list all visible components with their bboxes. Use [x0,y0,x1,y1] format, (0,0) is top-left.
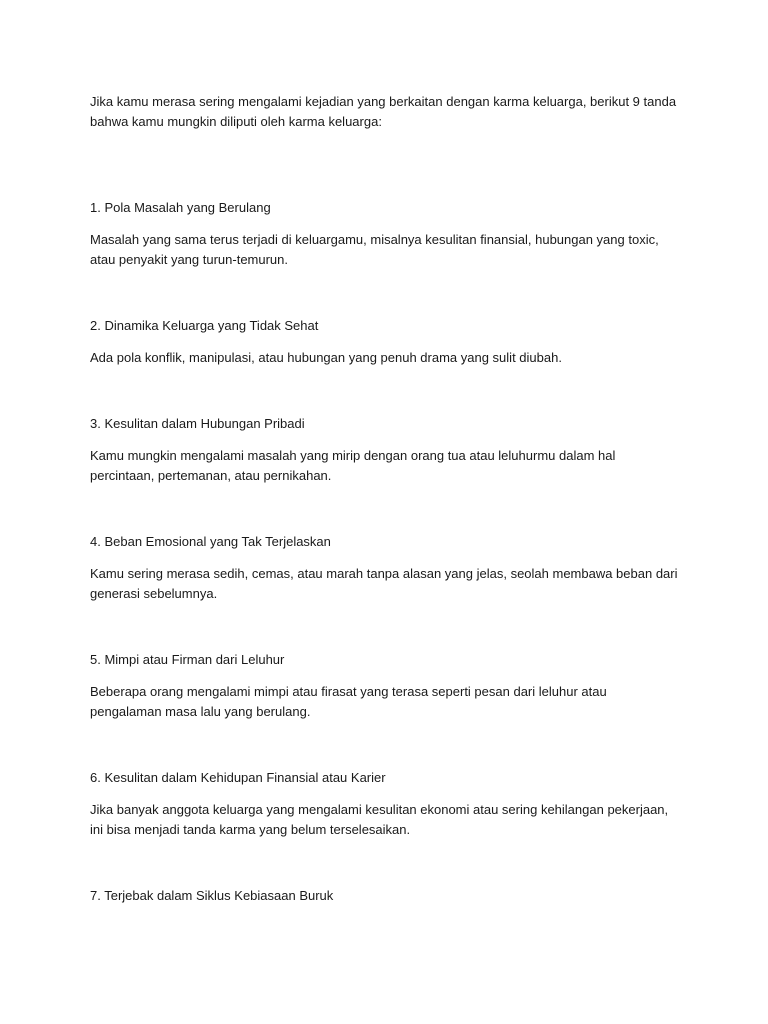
section-7 [90,886,680,906]
section-heading: 3. Kesulitan dalam Hubungan Pribadi [90,416,305,431]
section-body: Jika banyak anggota keluarga yang mengalami kesulitan ekonomi atau sering kehilangan pekerjaan, ini bisa menjadi tanda karma yang belum terselesaikan. [90,802,669,837]
section-body: Beberapa orang mengalami mimpi atau firasat yang terasa seperti pesan dari leluhur atau pengalaman masa lalu yang berulang. [90,684,607,719]
section-heading: 1. Pola Masalah yang Berulang [90,200,271,215]
section-body: Ada pola konflik, manipulasi, atau hubungan yang penuh drama yang sulit diubah. [90,350,562,365]
intro-paragraph: Jika kamu merasa sering mengalami kejadian yang berkaitan dengan karma keluarga, berikut 9 tanda bahwa kamu mungkin diliputi oleh karma keluarga: [90,94,677,129]
section-heading: 7. Terjebak dalam Siklus Kebiasaan Buruk [90,888,334,903]
section-heading: 5. Mimpi atau Firman dari Leluhur [90,652,285,667]
section-5 [90,650,680,722]
section-2 [90,316,680,368]
section-heading: 4. Beban Emosional yang Tak Terjelaskan [90,534,331,549]
section-body: Kamu mungkin mengalami masalah yang mirip dengan orang tua atau leluhurmu dalam hal percintaan, pertemanan, atau pernikahan. [90,448,616,483]
section-body: Masalah yang sama terus terjadi di keluargamu, misalnya kesulitan finansial, hubungan yang toxic, atau penyakit yang turun-temurun. [90,232,659,267]
section-3 [90,414,680,486]
section-1 [90,198,680,270]
section-6 [90,768,680,840]
section-heading: 2. Dinamika Keluarga yang Tidak Sehat [90,318,319,333]
section-heading: 6. Kesulitan dalam Kehidupan Finansial atau Karier [90,770,386,785]
section-body: Kamu sering merasa sedih, cemas, atau marah tanpa alasan yang jelas, seolah membawa beban dari generasi sebelumnya. [90,566,678,601]
section-4 [90,532,680,604]
document-content [90,92,680,906]
